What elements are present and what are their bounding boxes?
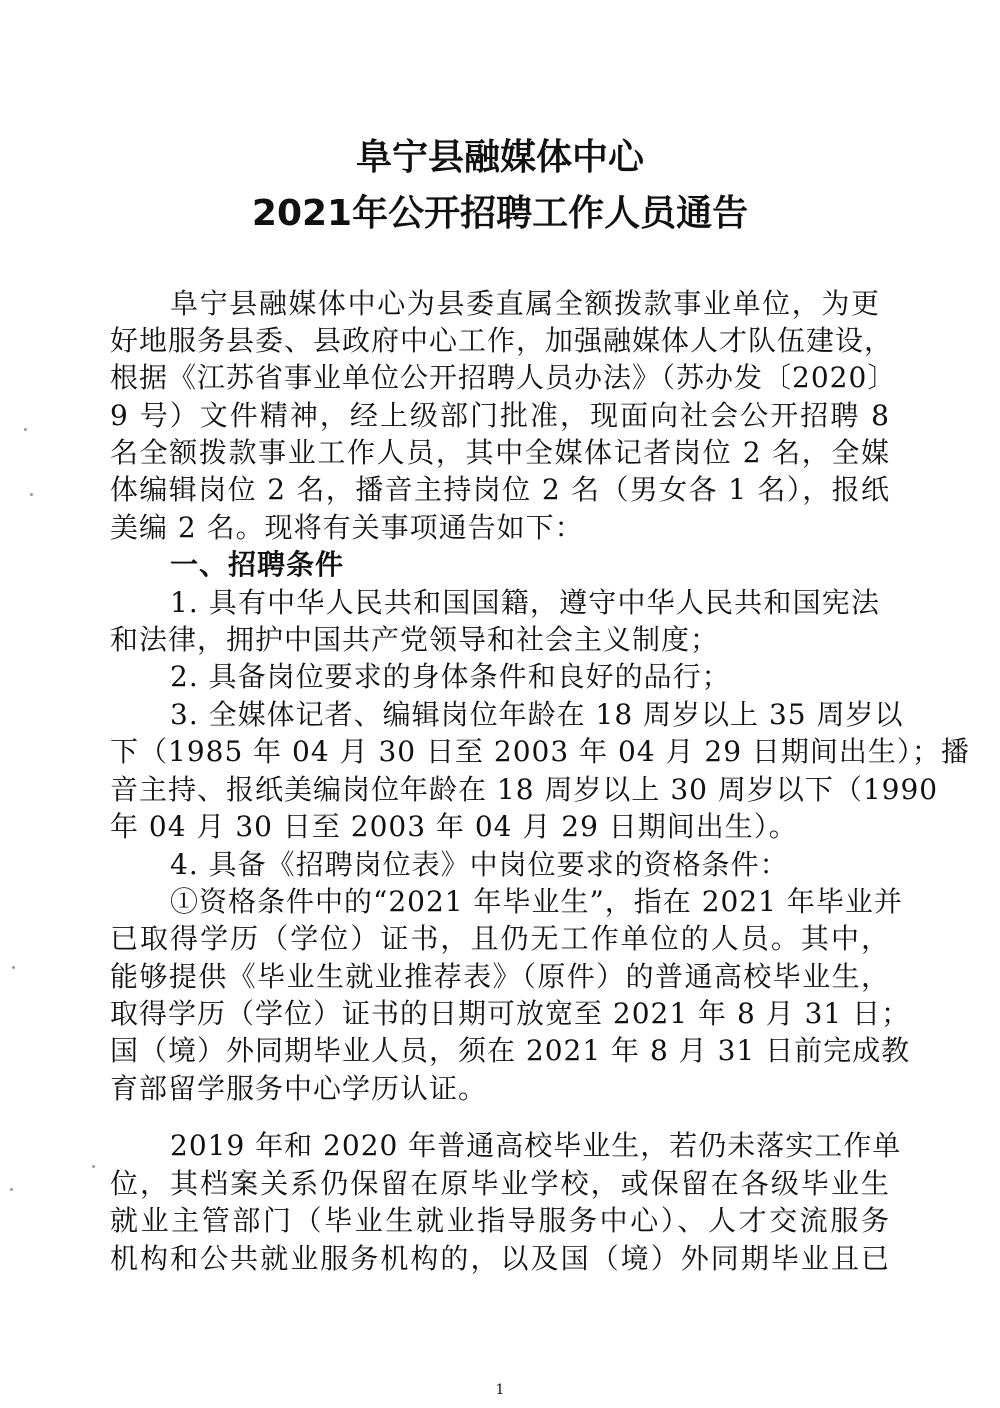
paragraph-line: 取得学历（学位）证书的日期可放宽至 2021 年 8 月 31 日； bbox=[110, 997, 911, 1030]
paragraph-line: 4. 具备《招聘岗位表》中岗位要求的资格条件： bbox=[170, 848, 789, 881]
paragraph-line: ①资格条件中的“2021 年毕业生”，指在 2021 年毕业并 bbox=[170, 885, 903, 918]
section-heading: 一、招聘条件 bbox=[170, 548, 345, 581]
paragraph-line: 已取得学历（学位）证书，且仍无工作单位的人员。其中， bbox=[110, 922, 890, 955]
paragraph-line: 2. 具备岗位要求的身体条件和良好的品行； bbox=[170, 660, 731, 693]
paragraph-line: 1. 具有中华人民共和国国籍，遵守中华人民共和国宪法 bbox=[170, 586, 880, 619]
paragraph-line: 国（境）外同期毕业人员，须在 2021 年 8 月 31 日前完成教 bbox=[110, 1034, 911, 1067]
paragraph-line: 美编 2 名。现将有关事项通告如下： bbox=[110, 511, 584, 544]
title-line-2: 2021年公开招聘工作人员通告 bbox=[251, 193, 749, 234]
paragraph-line: 体编辑岗位 2 名，播音主持岗位 2 名（男女各 1 名），报纸 bbox=[110, 473, 890, 506]
paragraph-line: 下（1985 年 04 月 30 日至 2003 年 04 月 29 日期间出生）；播 bbox=[110, 735, 970, 768]
paragraph-line: 年 04 月 30 日至 2003 年 04 月 29 日期间出生）。 bbox=[110, 810, 798, 843]
paragraph-line: 9 号）文件精神，经上级部门批准，现面向社会公开招聘 8 bbox=[110, 399, 890, 432]
paragraph-line: 和法律，拥护中国共产党领导和社会主义制度； bbox=[110, 623, 720, 656]
paragraph-line: 能够提供《毕业生就业推荐表》（原件）的普通高校毕业生， bbox=[110, 960, 890, 993]
paragraph-line: 阜宁县融媒体中心为县委直属全额拨款事业单位，为更 bbox=[170, 287, 880, 320]
paragraph-line: 位，其档案关系仍保留在原毕业学校，或保留在各级毕业生 bbox=[110, 1167, 890, 1200]
paragraph-line: 音主持、报纸美编岗位年龄在 18 周岁以上 30 周岁以下（1990 bbox=[110, 773, 939, 806]
page-number: 1 bbox=[495, 1382, 505, 1398]
paragraph-line: 好地服务县委、县政府中心工作，加强融媒体人才队伍建设， bbox=[110, 324, 894, 357]
scan-speck bbox=[30, 493, 33, 496]
scan-speck bbox=[10, 1188, 13, 1191]
scan-speck bbox=[24, 428, 27, 431]
paragraph-line: 就业主管部门（毕业生就业指导服务中心）、人才交流服务 bbox=[110, 1204, 890, 1237]
scan-speck bbox=[12, 966, 15, 969]
title-line-1: 阜宁县融媒体中心 bbox=[355, 137, 644, 178]
paragraph-line: 育部留学服务中心学历认证。 bbox=[110, 1072, 488, 1105]
paragraph-line: 2019 年和 2020 年普通高校毕业生，若仍未落实工作单 bbox=[170, 1129, 902, 1162]
paragraph-line: 3. 全媒体记者、编辑岗位年龄在 18 周岁以上 35 周岁以 bbox=[170, 698, 904, 731]
scan-speck bbox=[92, 1165, 95, 1168]
paragraph-line: 名全额拨款事业工作人员，其中全媒体记者岗位 2 名，全媒 bbox=[110, 436, 890, 469]
paragraph-line: 根据《江苏省事业单位公开招聘人员办法》（苏办发〔2020〕 bbox=[110, 361, 897, 394]
paragraph-line: 机构和公共就业服务机构的，以及国（境）外同期毕业且已 bbox=[110, 1242, 890, 1275]
